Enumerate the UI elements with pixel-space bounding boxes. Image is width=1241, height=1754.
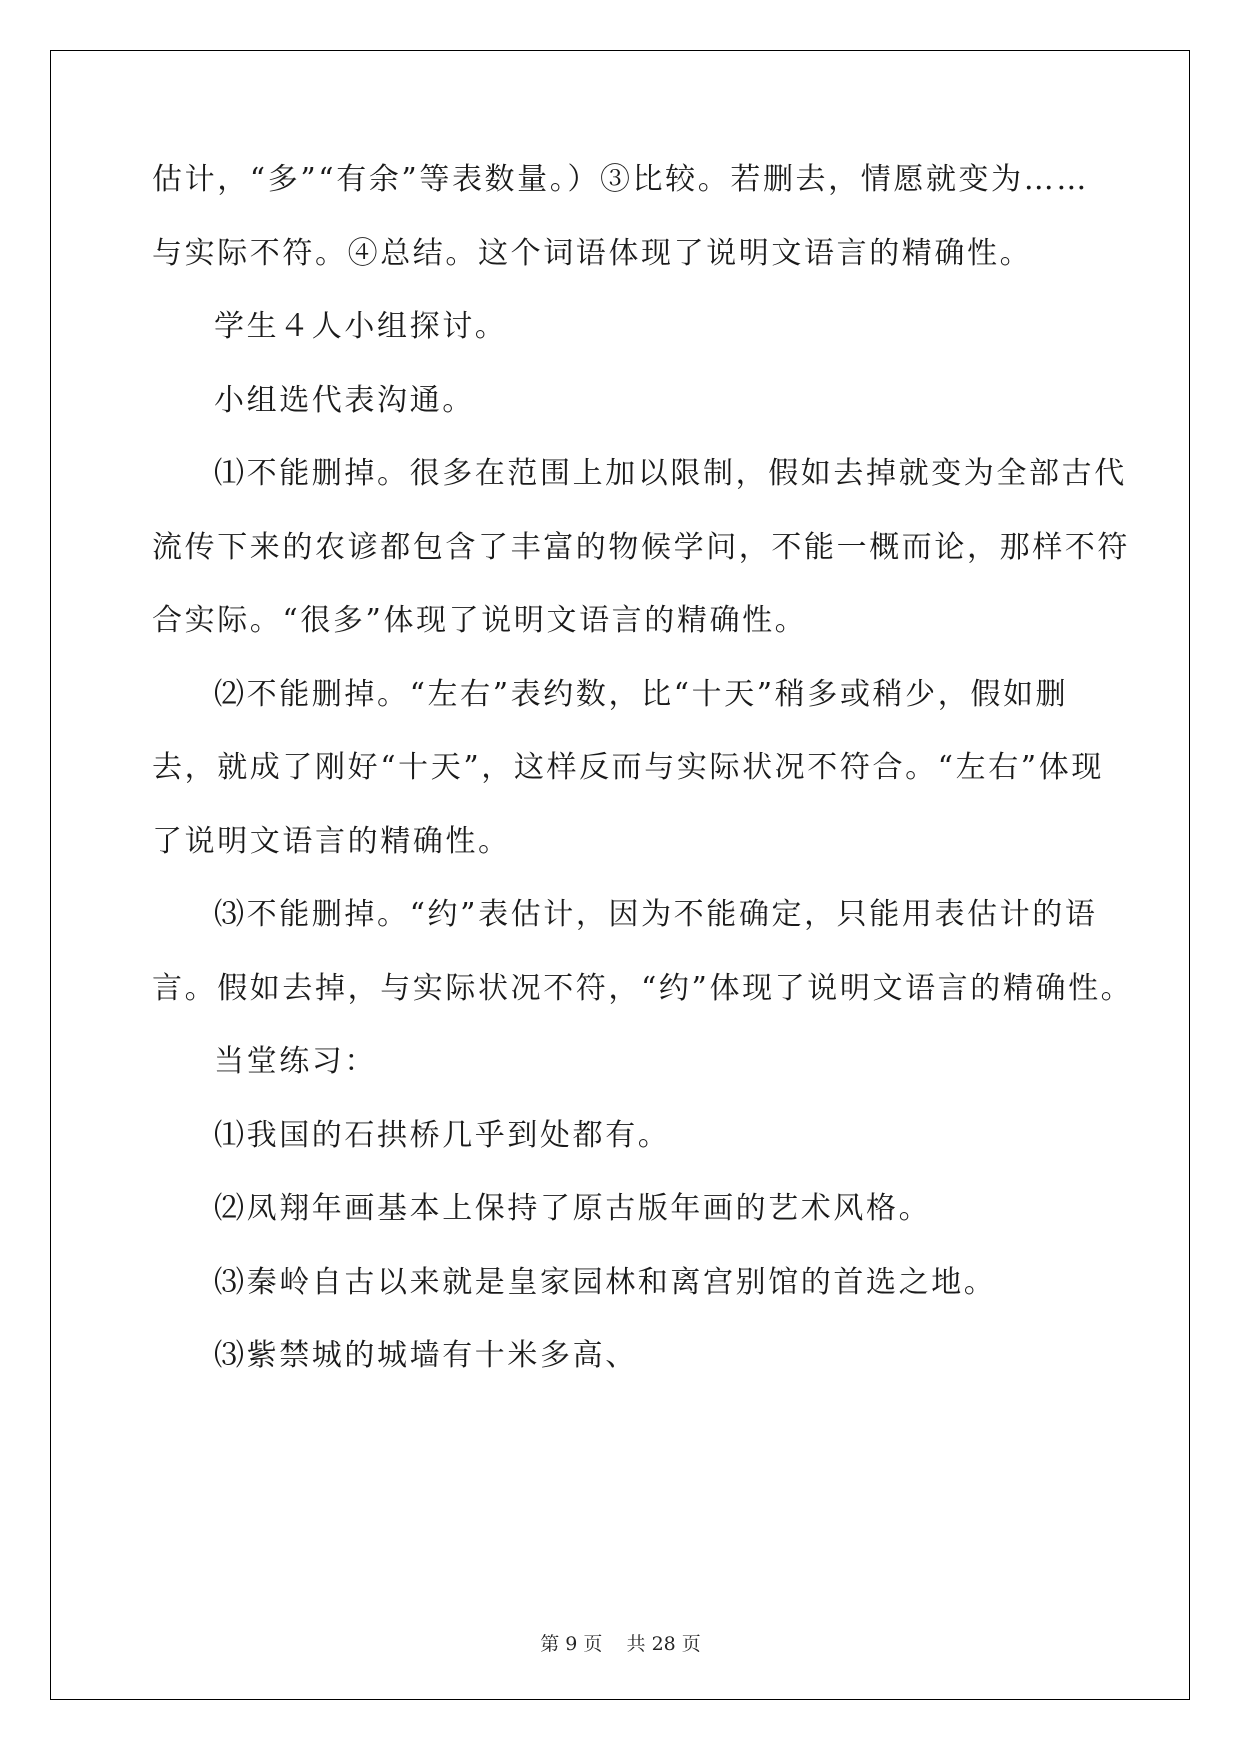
text-line: 估计，“多”“有余”等表数量。）③比较。若删去，情愿就变为…… (152, 162, 1089, 197)
page-number: 第 9 页 (540, 1633, 603, 1655)
page-footer (0, 1629, 1241, 1656)
text-line: ⑴我国的石拱桥几乎到处都有。 (214, 1117, 671, 1153)
text-line: 合实际。“很多”体现了说明文语言的精确性。 (152, 603, 808, 638)
text-line: 了说明文语言的精确性。 (152, 823, 511, 859)
text-line: ⑶不能删掉。“约”表估计，因为不能确定，只能用表估计的语 (214, 897, 1098, 932)
text-line: 当堂练习： (214, 1044, 377, 1079)
text-line: ⑶秦岭自古以来就是皇家园林和离宫别馆的首选之地。 (214, 1264, 997, 1300)
text-line: 流传下来的农谚都包含了丰富的物候学问，不能一概而论，那样不符 (152, 529, 1130, 565)
text-line: 学生４人小组探讨。 (214, 309, 508, 344)
text-line: 言。假如去掉，与实际状况不符，“约”体现了说明文语言的精确性。 (152, 970, 1134, 1006)
page-border (50, 50, 1190, 1700)
text-line: 小组选代表沟通。 (214, 382, 475, 418)
text-line: 去，就成了刚好“十天”，这样反而与实际状况不符合。“左右”体现 (152, 750, 1104, 785)
text-line: ⑵不能删掉。“左右”表约数，比“十天”稍多或稍少，假如删 (214, 676, 1069, 712)
text-line: ⑶紫禁城的城墙有十米多高、 (214, 1338, 638, 1373)
text-line: 与实际不符。④总结。这个词语体现了说明文语言的精确性。 (152, 235, 1033, 271)
text-line: ⑵凤翔年画基本上保持了原古版年画的艺术风格。 (214, 1191, 932, 1226)
page-total: 共 28 页 (626, 1633, 701, 1655)
text-line: ⑴不能删掉。很多在范围上加以限制，假如去掉就变为全部古代 (214, 456, 1127, 491)
